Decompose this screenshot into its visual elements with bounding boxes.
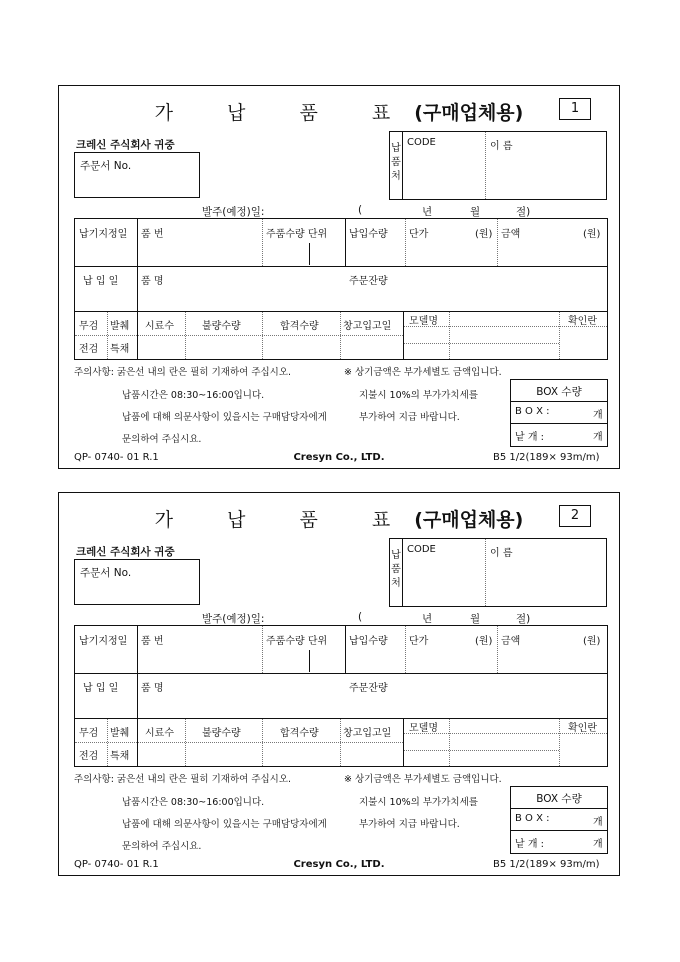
name-label: 이 름 [490,548,513,559]
box-label: B O X : [515,406,550,417]
delivery-slip-form-2 [58,492,620,876]
note-1: 주의사항: 굵은선 내의 란은 필히 기재하여 주십시오. [74,367,292,378]
delivery-destination-box[interactable] [389,131,607,200]
month-label: 월 [470,613,481,625]
col-line [403,312,404,359]
row-line [75,718,607,719]
box-unit: 개 [593,410,603,421]
date-open: ( [358,204,363,216]
confirm-label: 확인란 [568,316,597,327]
form-code: QP- 0740- 01 R.1 [74,859,159,870]
col-dotted-line [262,312,263,359]
order-no-label: 주문서 No. [80,567,132,579]
row-line [511,423,607,424]
each-unit: 개 [593,839,603,850]
amount-currency: (원) [583,229,601,240]
col-dotted-line [405,626,406,673]
order-no-label: 주문서 No. [80,160,132,172]
delivery-date-label: 납 입 일 [83,683,119,694]
pass-qty-label: 합격수량 [280,728,319,739]
row-dotted-line [75,335,403,336]
divider [485,132,486,199]
col-dotted-line [340,312,341,359]
remaining-qty-label: 주문잔량 [349,276,388,287]
delivery-label: 납품처 [390,132,403,199]
form-code: QP- 0740- 01 R.1 [74,452,159,463]
special-accept-label: 특채 [110,344,130,355]
note-5: 납품에 대해 의문사항이 있을시는 구매담당자에게 [122,412,327,423]
model-name-label: 모델명 [409,316,438,327]
row-line [75,266,607,267]
sample-count-label: 시료수 [145,728,174,739]
defect-qty-label: 불량수량 [202,728,241,739]
divider [485,539,486,606]
form-title [59,98,619,125]
row-dotted-line [403,750,559,751]
col-line [345,626,346,673]
pass-qty-label: 합격수량 [280,321,319,332]
order-qty-unit-label: 주품수량 단위 [266,636,328,647]
item-name-label: 품 명 [141,683,164,694]
model-name-label: 모델명 [409,723,438,734]
delivery-slip-form-1 [58,85,620,469]
box-unit: 개 [593,817,603,828]
box-label: B O X : [515,813,550,824]
title-main: 가 납 품 표 [154,509,415,531]
date-open: ( [358,611,363,623]
each-label: 낱 개 : [515,839,545,850]
col-line [345,219,346,266]
order-qty-unit-label: 주품수량 단위 [266,229,328,240]
name-label: 이 름 [490,141,513,152]
title-sub: (구매업체용) [414,102,524,124]
form-title [59,505,619,532]
box-quantity-box[interactable] [510,786,608,854]
col-line [403,719,404,766]
sampling-label: 발췌 [110,728,130,739]
note-2: ※ 상기금액은 부가세별도 금액입니다. [344,774,502,785]
order-date-label: 발주(예정)일: [202,613,265,625]
due-date-label: 납기지정일 [79,229,128,240]
note-4: 지불시 10%의 부가가치세를 [359,390,478,401]
month-label: 월 [470,206,481,218]
copy-number-box: 1 [559,98,591,120]
delivery-date-label: 납 입 일 [83,276,119,287]
remaining-qty-label: 주문잔량 [349,683,388,694]
row-line [75,673,607,674]
col-line [137,626,138,766]
no-inspection-label: 무검 [79,728,99,739]
item-table[interactable] [74,218,608,360]
row-line [511,401,607,402]
full-inspection-label: 전검 [79,751,99,762]
due-date-label: 납기지정일 [79,636,128,647]
full-inspection-label: 전검 [79,344,99,355]
note-6: 부가하여 지급 바랍니다. [359,412,460,423]
box-quantity-box[interactable] [510,379,608,447]
col-line [137,219,138,359]
day-label: 절) [516,613,531,625]
col-dotted-line [107,719,108,766]
unit-price-currency: (원) [475,636,493,647]
each-unit: 개 [593,432,603,443]
col-dotted-line [107,312,108,359]
delivery-destination-box[interactable] [389,538,607,607]
title-sub: (구매업체용) [414,509,524,531]
col-tick [309,650,310,672]
warehouse-date-label: 창고입고일 [343,728,392,739]
recipient: 크레신 주식회사 귀중 [76,139,175,151]
delivered-qty-label: 납입수량 [349,229,388,240]
part-no-label: 품 번 [141,229,164,240]
day-label: 절) [516,206,531,218]
sampling-label: 발췌 [110,321,130,332]
col-dotted-line [497,219,498,266]
col-tick [309,243,310,265]
col-dotted-line [262,719,263,766]
order-no-field[interactable] [74,152,200,198]
note-7: 문의하여 주십시요. [122,434,202,445]
col-dotted-line [559,312,560,359]
confirm-label: 확인란 [568,723,597,734]
col-dotted-line [497,626,498,673]
col-dotted-line [262,219,263,266]
part-no-label: 품 번 [141,636,164,647]
paper-size: B5 1/2(189× 93m/m) [493,452,600,463]
note-7: 문의하여 주십시요. [122,841,202,852]
code-label: CODE [407,137,436,148]
order-no-field[interactable] [74,559,200,605]
col-dotted-line [405,219,406,266]
item-table[interactable] [74,625,608,767]
recipient: 크레신 주식회사 귀중 [76,546,175,558]
warehouse-date-label: 창고입고일 [343,321,392,332]
amount-label: 금액 [501,229,521,240]
col-dotted-line [449,312,450,359]
unit-price-label: 단가 [409,229,429,240]
col-dotted-line [559,719,560,766]
note-4: 지불시 10%의 부가가치세를 [359,797,478,808]
row-dotted-line [403,343,559,344]
item-name-label: 품 명 [141,276,164,287]
no-inspection-label: 무검 [79,321,99,332]
year-label: 년 [422,613,433,625]
col-dotted-line [185,312,186,359]
col-dotted-line [262,626,263,673]
box-qty-title: BOX 수량 [536,793,582,805]
unit-price-label: 단가 [409,636,429,647]
note-2: ※ 상기금액은 부가세별도 금액입니다. [344,367,502,378]
company-name: Cresyn Co., LTD. [293,452,385,463]
order-date-label: 발주(예정)일: [202,206,265,218]
col-dotted-line [449,719,450,766]
year-label: 년 [422,206,433,218]
delivered-qty-label: 납입수량 [349,636,388,647]
box-qty-title: BOX 수량 [536,386,582,398]
defect-qty-label: 불량수량 [202,321,241,332]
copy-number-box: 2 [559,505,591,527]
paper-size: B5 1/2(189× 93m/m) [493,859,600,870]
note-3: 납품시간은 08:30~16:00입니다. [122,390,265,401]
title-main: 가 납 품 표 [154,102,415,124]
note-1: 주의사항: 굵은선 내의 란은 필히 기재하여 주십시오. [74,774,292,785]
unit-price-currency: (원) [475,229,493,240]
row-line [511,830,607,831]
company-name: Cresyn Co., LTD. [293,859,385,870]
amount-currency: (원) [583,636,601,647]
row-line [511,808,607,809]
amount-label: 금액 [501,636,521,647]
code-label: CODE [407,544,436,555]
row-dotted-line [75,742,403,743]
col-dotted-line [340,719,341,766]
special-accept-label: 특채 [110,751,130,762]
sample-count-label: 시료수 [145,321,174,332]
delivery-label: 납품처 [390,539,403,606]
row-line [75,311,607,312]
note-6: 부가하여 지급 바랍니다. [359,819,460,830]
each-label: 낱 개 : [515,432,545,443]
col-dotted-line [185,719,186,766]
note-3: 납품시간은 08:30~16:00입니다. [122,797,265,808]
note-5: 납품에 대해 의문사항이 있을시는 구매담당자에게 [122,819,327,830]
